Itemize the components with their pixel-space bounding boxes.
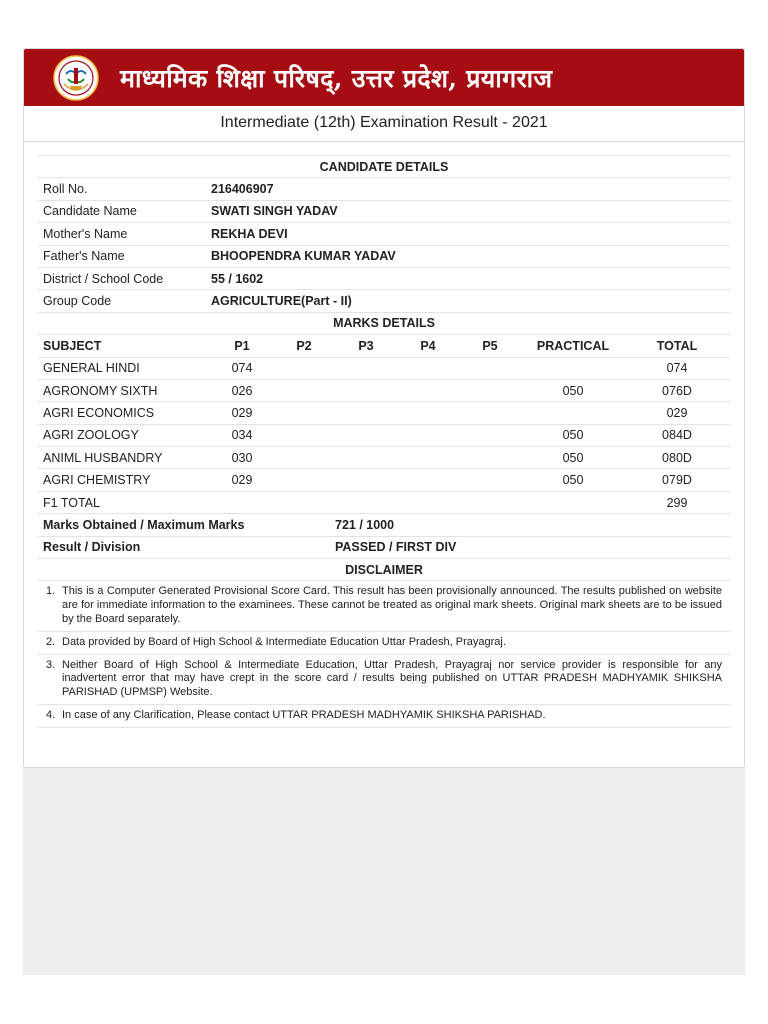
p1-cell: 029: [231, 473, 253, 488]
candidate-field-father: [38, 245, 730, 267]
column-header: SUBJECT: [43, 338, 102, 353]
field-label: Group Code: [43, 294, 112, 309]
table-row: [38, 379, 730, 401]
p1-cell: 074: [231, 361, 253, 376]
father-name: BHOOPENDRA KUMAR YADAV: [211, 249, 396, 264]
board-title: माध्यमिक शिक्षा परिषद्, उत्तर प्रदेश, प्रयागराज: [120, 64, 553, 93]
column-header: P4: [420, 338, 436, 353]
table-row: [38, 468, 730, 490]
candidate-field-roll: [38, 177, 730, 199]
mother-name: REKHA DEVI: [211, 226, 288, 241]
item-text: In case of any Clarification, Please contact UTTAR PRADESH MADHYAMIK SHIKSHA PARISHAD.: [62, 709, 546, 721]
result-content: [38, 155, 730, 728]
result-card: [23, 48, 745, 768]
disclaimer-item: [38, 705, 730, 728]
up-emblem-icon: [52, 54, 100, 102]
roll-number: 216406907: [211, 182, 274, 197]
field-label: District / School Code: [43, 271, 164, 286]
column-header: PRACTICAL: [536, 338, 610, 353]
column-header: P3: [358, 338, 374, 353]
column-header: P5: [482, 338, 498, 353]
item-number: 3.: [46, 658, 56, 671]
total-cell: 080D: [662, 450, 692, 465]
item-number: 1.: [46, 585, 56, 598]
column-header: P2: [296, 338, 312, 353]
total-cell: 079D: [662, 473, 692, 488]
disclaimer-item: [38, 632, 730, 655]
disclaimer-item: [38, 655, 730, 705]
item-text: Data provided by Board of High School & Intermediate Education Uttar Pradesh, Prayagraj.: [62, 635, 506, 648]
field-label: Candidate Name: [43, 204, 137, 219]
practical-cell: 050: [562, 450, 584, 465]
p1-cell: 030: [231, 450, 253, 465]
field-label: Mother's Name: [43, 226, 128, 241]
subject-cell: ANIML HUSBANDRY: [43, 450, 163, 465]
marks-obtained-label: Marks Obtained / Maximum Marks: [43, 517, 245, 532]
table-row: [38, 446, 730, 468]
p1-cell: 029: [231, 405, 253, 420]
field-label: Roll No.: [43, 182, 88, 197]
item-number: 4.: [46, 709, 56, 721]
result-division-value: PASSED / FIRST DIV: [335, 540, 457, 555]
candidate-field-name: [38, 200, 730, 222]
item-text: Neither Board of High School & Intermediate Education, Uttar Pradesh, Prayagraj nor service provider is responsible for any inadvertent error that may have crept in the score card / results being published on UTTAR PRADESH MADHYAMIK SHIKSHA PARISHAD (UPMSP) Website.: [62, 658, 722, 699]
result-division-label: Result / Division: [43, 540, 141, 555]
disclaimer-item: [38, 581, 730, 631]
table-row: [38, 401, 730, 423]
marks-section-title: MARKS DETAILS: [38, 312, 730, 334]
result-division-row: [38, 536, 730, 558]
total-cell: 076D: [662, 383, 692, 398]
disclaimer-title: DISCLAIMER: [38, 558, 730, 580]
total-cell: 074: [666, 361, 688, 376]
disclaimer-list: [38, 580, 730, 727]
marks-header-row: [38, 334, 730, 356]
header-banner: [24, 49, 744, 106]
table-row: [38, 424, 730, 446]
item-number: 2.: [46, 635, 56, 648]
candidate-name: SWATI SINGH YADAV: [211, 204, 338, 219]
marks-obtained-value: 721 / 1000: [335, 517, 395, 532]
table-row: [38, 491, 730, 513]
subject-cell: AGRI ECONOMICS: [43, 405, 155, 420]
subject-cell: GENERAL HINDI: [43, 361, 140, 376]
candidate-field-group: [38, 289, 730, 311]
candidate-section-title: CANDIDATE DETAILS: [38, 155, 730, 177]
district-school-code: 55 / 1602: [211, 271, 264, 286]
field-label: Father's Name: [43, 249, 125, 264]
subject-cell: AGRI ZOOLOGY: [43, 428, 139, 443]
subject-cell: AGRI CHEMISTRY: [43, 473, 151, 488]
total-cell: 029: [666, 405, 688, 420]
group-code: AGRICULTURE(Part - II): [211, 294, 352, 309]
p1-cell: 026: [231, 383, 253, 398]
p1-cell: 034: [231, 428, 253, 443]
candidate-field-district: [38, 267, 730, 289]
item-text: This is a Computer Generated Provisional Score Card. This result has been provisionally announced. The results published on website are for immediate information to the examinees. These cannot be treated as original mark sheets. Original mark sheets are to be issued by the Board separately.: [62, 585, 722, 626]
practical-cell: 050: [562, 473, 584, 488]
total-cell: 084D: [662, 428, 692, 443]
result-title: Intermediate (12th) Examination Result - 2021: [24, 106, 744, 142]
candidate-field-mother: [38, 222, 730, 244]
column-header: P1: [234, 338, 250, 353]
table-row: [38, 357, 730, 379]
subject-cell: AGRONOMY SIXTH: [43, 383, 158, 398]
practical-cell: 050: [562, 428, 584, 443]
column-header: TOTAL: [656, 338, 698, 353]
total-cell: 299: [666, 495, 688, 510]
practical-cell: 050: [562, 383, 584, 398]
marks-obtained-row: [38, 513, 730, 535]
subject-cell: F1 TOTAL: [43, 495, 100, 510]
